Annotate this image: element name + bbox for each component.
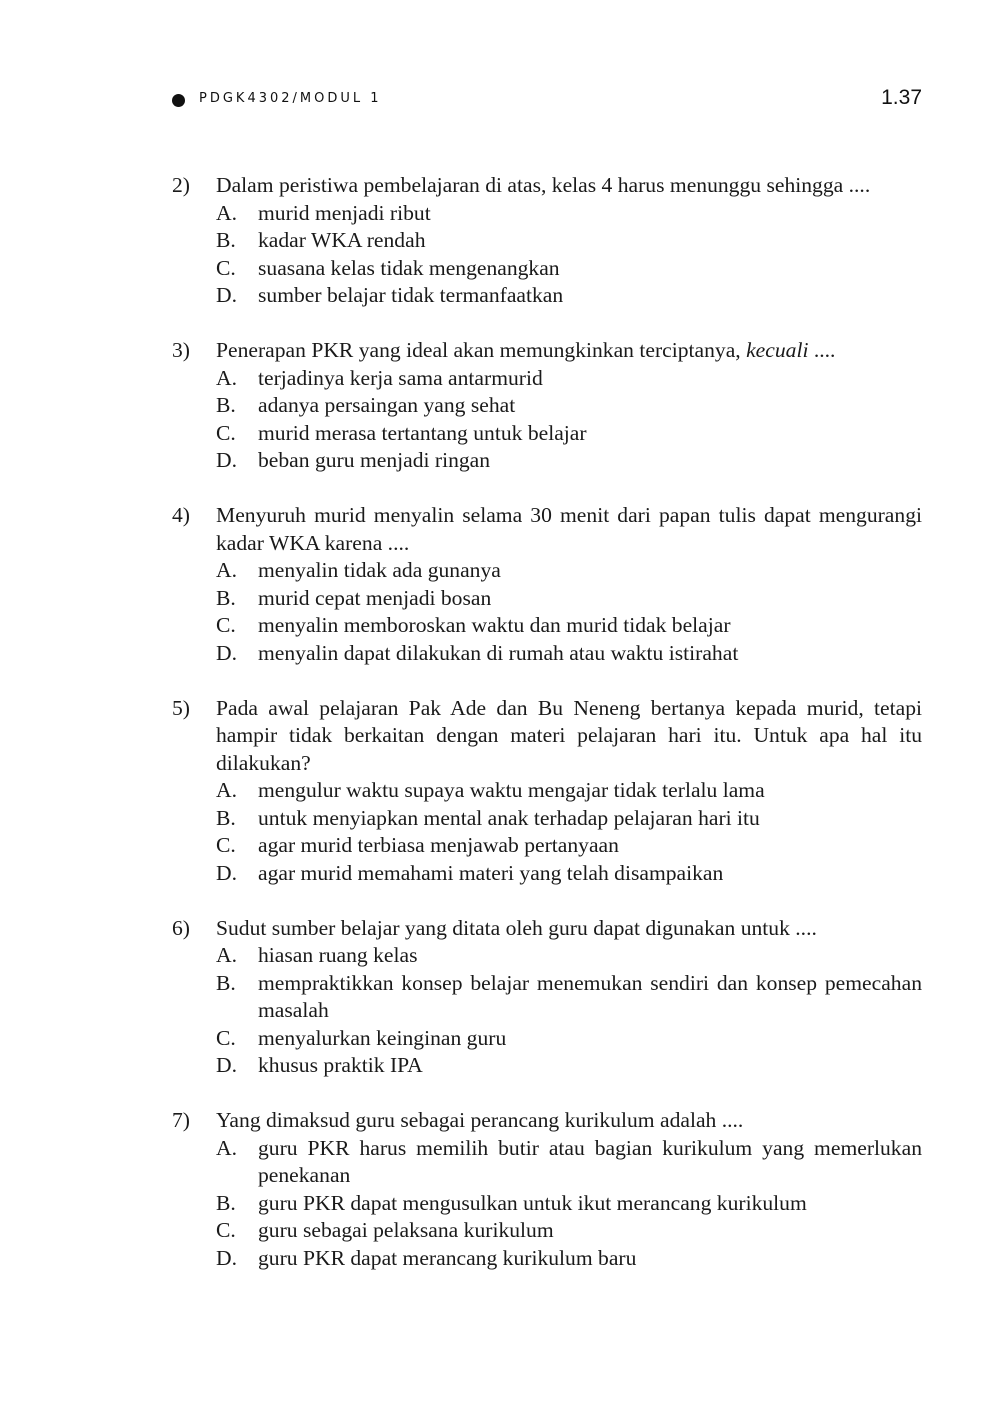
option-text: untuk menyiapkan mental anak terhadap pelajaran hari itu: [258, 805, 760, 830]
option-a: [216, 200, 922, 228]
question-text: Yang dimaksud guru sebagai perancang kurikulum adalah ....: [216, 1108, 744, 1132]
bullet-icon: [172, 94, 185, 107]
option-a: [216, 1135, 922, 1190]
option-letter: D.: [216, 860, 237, 885]
option-text: mempraktikkan konsep belajar menemukan sendiri dan konsep pemecahan masalah: [258, 970, 922, 1022]
question-text: Pada awal pelajaran Pak Ade dan Bu Neneng bertanya kepada murid, tetapi hampir tidak berkaitan dengan materi pelajaran hari itu. Untuk apa hal itu dilakukan?: [216, 695, 922, 775]
option-text: hiasan ruang kelas: [258, 943, 418, 967]
question-number: 3): [172, 338, 190, 362]
option-letter: C.: [216, 1025, 236, 1050]
option-letter: B.: [216, 1190, 236, 1215]
option-a: [216, 557, 922, 585]
option-letter: C.: [216, 420, 236, 445]
option-text: beban guru menjadi ringan: [258, 448, 491, 472]
option-text: murid menjadi ribut: [258, 200, 431, 225]
option-text: mengulur waktu supaya waktu mengajar tidak terlalu lama: [258, 778, 765, 802]
option-d: [216, 1245, 922, 1273]
option-letter: D.: [216, 640, 237, 665]
question-4: [172, 502, 922, 667]
option-b: [216, 227, 922, 255]
option-letter: D.: [216, 283, 237, 307]
option-letter: A.: [216, 558, 237, 582]
option-c: [216, 255, 922, 283]
question-text-emphasis: kecuali: [746, 338, 809, 362]
question-list: [172, 172, 922, 1300]
question-number: 6): [172, 915, 190, 940]
option-a: [216, 942, 922, 970]
option-d: [216, 447, 922, 475]
module-code: PDGK4302/MODUL 1: [199, 91, 382, 106]
option-b: [216, 970, 922, 1025]
option-d: [216, 1052, 922, 1080]
question-5: [172, 695, 922, 888]
option-c: [216, 420, 922, 448]
option-text: khusus praktik IPA: [258, 1053, 423, 1077]
question-number: 7): [172, 1108, 190, 1132]
option-c: [216, 1025, 922, 1053]
option-letter: B.: [216, 970, 236, 995]
option-text: sumber belajar tidak termanfaatkan: [258, 283, 564, 307]
question-number: 4): [172, 503, 190, 527]
option-text: menyalurkan keinginan guru: [258, 1025, 507, 1050]
option-letter: B.: [216, 393, 236, 417]
option-letter: C.: [216, 1218, 236, 1242]
question-number: 2): [172, 173, 190, 197]
page-number: 1.37: [881, 86, 922, 109]
option-b: [216, 392, 922, 420]
option-text: suasana kelas tidak mengenangkan: [258, 255, 560, 280]
question-text-end: ....: [813, 338, 836, 362]
option-letter: D.: [216, 1053, 237, 1077]
question-text: Menyuruh murid menyalin selama 30 menit dari papan tulis dapat mengurangi kadar WKA karena ....: [216, 503, 922, 555]
question-text-main: Penerapan PKR yang ideal akan memungkinkan terciptanya,: [216, 338, 741, 362]
option-d: [216, 640, 922, 668]
question-2: [172, 172, 922, 310]
option-a: [216, 777, 922, 805]
option-a: [216, 365, 922, 393]
option-d: [216, 282, 922, 310]
question-text: Sudut sumber belajar yang ditata oleh guru dapat digunakan untuk ....: [216, 915, 817, 940]
option-letter: A.: [216, 1135, 237, 1160]
question-6: [172, 915, 922, 1080]
option-letter: B.: [216, 228, 236, 252]
option-text: murid merasa tertantang untuk belajar: [258, 420, 587, 445]
option-letter: D.: [216, 1245, 237, 1270]
option-d: [216, 860, 922, 888]
option-letter: A.: [216, 365, 237, 390]
option-text: kadar WKA rendah: [258, 228, 426, 252]
option-text: guru sebagai pelaksana kurikulum: [258, 1218, 554, 1242]
option-letter: A.: [216, 943, 237, 967]
question-7: [172, 1107, 922, 1272]
option-text: menyalin tidak ada gunanya: [258, 558, 501, 582]
option-text: agar murid terbiasa menjawab pertanyaan: [258, 833, 619, 857]
option-text: menyalin memboroskan waktu dan murid tidak belajar: [258, 613, 731, 637]
question-text: Dalam peristiwa pembelajaran di atas, kelas 4 harus menunggu sehingga ....: [216, 173, 871, 197]
option-letter: C.: [216, 833, 236, 857]
option-c: [216, 1217, 922, 1245]
option-text: guru PKR dapat merancang kurikulum baru: [258, 1245, 637, 1270]
option-text: murid cepat menjadi bosan: [258, 585, 492, 610]
option-letter: D.: [216, 448, 237, 472]
option-b: [216, 805, 922, 833]
option-b: [216, 585, 922, 613]
option-letter: C.: [216, 255, 236, 280]
option-c: [216, 612, 922, 640]
option-letter: A.: [216, 778, 237, 802]
option-text: terjadinya kerja sama antarmurid: [258, 365, 543, 390]
question-number: 5): [172, 695, 190, 720]
question-text: [216, 337, 922, 365]
question-3: [172, 337, 922, 475]
option-letter: B.: [216, 805, 236, 830]
option-letter: A.: [216, 200, 237, 225]
option-text: adanya persaingan yang sehat: [258, 393, 516, 417]
option-letter: B.: [216, 585, 236, 610]
page-header: [172, 86, 922, 116]
option-text: guru PKR harus memilih butir atau bagian kurikulum yang memerlukan penekanan: [258, 1135, 922, 1187]
option-letter: C.: [216, 613, 236, 637]
option-text: guru PKR dapat mengusulkan untuk ikut merancang kurikulum: [258, 1190, 807, 1215]
option-b: [216, 1190, 922, 1218]
option-text: menyalin dapat dilakukan di rumah atau waktu istirahat: [258, 640, 739, 665]
option-text: agar murid memahami materi yang telah disampaikan: [258, 860, 724, 885]
option-c: [216, 832, 922, 860]
